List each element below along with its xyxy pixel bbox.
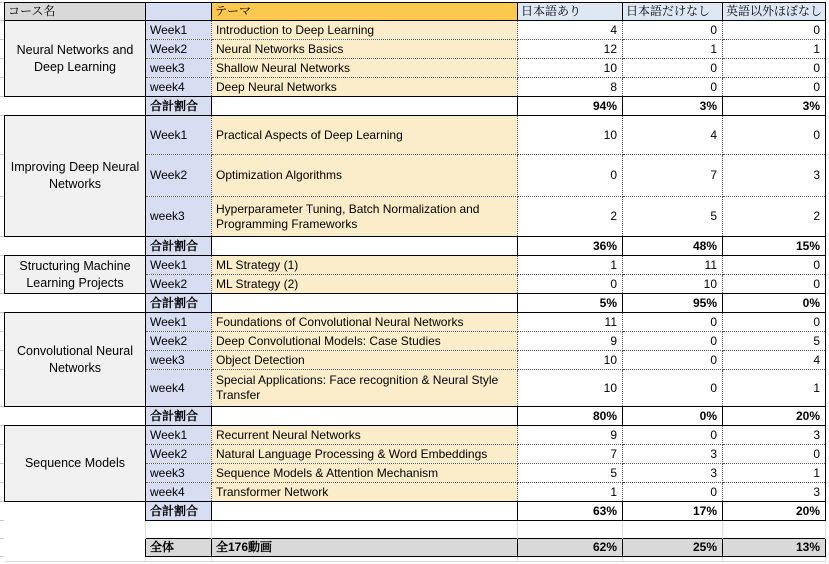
count-cell[interactable]: 0 (723, 275, 826, 294)
total-spacer-cell[interactable] (5, 97, 146, 116)
count-cell[interactable]: 1 (518, 483, 623, 502)
total-percent-cell[interactable]: 5% (518, 294, 623, 313)
week-cell[interactable]: Week2 (146, 155, 212, 197)
week-cell[interactable]: Week2 (146, 332, 212, 351)
theme-cell[interactable]: Natural Language Processing & Word Embeddings (212, 445, 518, 464)
count-cell[interactable]: 0 (623, 313, 723, 332)
total-percent-cell[interactable]: 63% (518, 502, 623, 521)
count-cell[interactable]: 10 (623, 275, 723, 294)
overall-videos-cell[interactable]: 全176動画 (212, 539, 518, 557)
count-cell[interactable]: 4 (623, 116, 723, 155)
theme-cell[interactable]: Special Applications: Face recognition & Neural Style Transfer (212, 370, 518, 407)
total-row (5, 237, 826, 256)
count-cell[interactable]: 0 (723, 78, 826, 97)
week-cell[interactable]: week3 (146, 197, 212, 237)
count-cell[interactable]: 2 (518, 197, 623, 237)
theme-cell[interactable]: Optimization Algorithms (212, 155, 518, 197)
total-row (5, 407, 826, 426)
count-cell[interactable]: 0 (623, 59, 723, 78)
count-cell[interactable]: 5 (518, 464, 623, 483)
count-cell[interactable]: 3 (623, 464, 723, 483)
course-name-cell[interactable]: Improving Deep Neural Networks (5, 116, 146, 237)
count-cell[interactable]: 7 (518, 445, 623, 464)
overall-percent-cell[interactable]: 25% (623, 539, 723, 557)
header-row (5, 3, 826, 21)
theme-cell[interactable]: Neural Networks Basics (212, 40, 518, 59)
table-row (5, 313, 826, 332)
count-cell[interactable]: 3 (623, 445, 723, 464)
count-cell[interactable]: 0 (723, 21, 826, 40)
table-row (5, 426, 826, 445)
count-cell[interactable]: 9 (518, 426, 623, 445)
week-cell[interactable]: Week2 (146, 445, 212, 464)
total-label-cell[interactable]: 合計割合 (146, 294, 212, 313)
week-cell[interactable]: Week2 (146, 275, 212, 294)
theme-cell[interactable]: Practical Aspects of Deep Learning (212, 116, 518, 155)
count-cell[interactable]: 0 (723, 445, 826, 464)
total-percent-cell[interactable]: 20% (723, 502, 826, 521)
grid-spacer-row (5, 557, 826, 562)
grid-spacer-cell[interactable] (146, 557, 212, 562)
grid-spacer-cell[interactable] (146, 521, 212, 539)
header-course-name[interactable]: コース名 (5, 3, 146, 21)
theme-cell[interactable]: Hyperparameter Tuning, Batch Normalization and Programming Frameworks (212, 197, 518, 237)
count-cell[interactable]: 10 (518, 59, 623, 78)
total-empty-cell[interactable] (212, 502, 518, 521)
theme-cell[interactable]: Deep Neural Networks (212, 78, 518, 97)
count-cell[interactable]: 0 (723, 116, 826, 155)
total-row (5, 502, 826, 521)
week-cell[interactable]: week4 (146, 78, 212, 97)
count-cell[interactable]: 11 (518, 313, 623, 332)
count-cell[interactable]: 5 (723, 332, 826, 351)
total-spacer-cell[interactable] (5, 407, 146, 426)
count-cell[interactable]: 3 (723, 426, 826, 445)
table-header (5, 3, 826, 21)
grid-spacer-cell[interactable] (5, 557, 146, 562)
course-name-cell[interactable]: Sequence Models (5, 426, 146, 502)
count-cell[interactable]: 0 (723, 313, 826, 332)
theme-cell[interactable]: ML Strategy (1) (212, 256, 518, 275)
count-cell[interactable]: 3 (723, 483, 826, 502)
count-cell[interactable]: 4 (518, 21, 623, 40)
count-cell[interactable]: 0 (623, 78, 723, 97)
week-cell[interactable]: Week1 (146, 21, 212, 40)
overall-percent-cell[interactable]: 13% (723, 539, 826, 557)
overall-spacer-cell[interactable] (5, 539, 146, 557)
total-label-cell[interactable]: 合計割合 (146, 97, 212, 116)
total-percent-cell[interactable]: 95% (623, 294, 723, 313)
total-percent-cell[interactable]: 3% (723, 97, 826, 116)
week-cell[interactable]: Week2 (146, 40, 212, 59)
grid-spacer-cell[interactable] (723, 521, 826, 539)
theme-cell[interactable]: Sequence Models & Attention Mechanism (212, 464, 518, 483)
total-label-cell[interactable]: 合計割合 (146, 237, 212, 256)
total-empty-cell[interactable] (212, 97, 518, 116)
count-cell[interactable]: 9 (518, 332, 623, 351)
header-non-en-mostly-missing[interactable]: 英語以外ほぼなし (723, 3, 826, 21)
count-cell[interactable]: 8 (518, 78, 623, 97)
table-row (5, 21, 826, 40)
count-cell[interactable]: 0 (518, 275, 623, 294)
grid-spacer-cell[interactable] (212, 521, 518, 539)
count-cell[interactable]: 2 (723, 197, 826, 237)
total-percent-cell[interactable]: 94% (518, 97, 623, 116)
count-cell[interactable]: 3 (723, 155, 826, 197)
table-row (5, 256, 826, 275)
count-cell[interactable]: 10 (518, 351, 623, 370)
header-theme[interactable]: テーマ (212, 3, 518, 21)
week-cell[interactable]: Week1 (146, 426, 212, 445)
count-cell[interactable]: 1 (518, 256, 623, 275)
total-empty-cell[interactable] (212, 294, 518, 313)
total-percent-cell[interactable]: 0% (623, 407, 723, 426)
count-cell[interactable]: 1 (723, 464, 826, 483)
header-week[interactable] (146, 3, 212, 21)
count-cell[interactable]: 0 (623, 370, 723, 407)
theme-cell[interactable]: Shallow Neural Networks (212, 59, 518, 78)
theme-cell[interactable]: Transformer Network (212, 483, 518, 502)
grid-spacer-cell[interactable] (5, 521, 146, 539)
count-cell[interactable]: 0 (623, 483, 723, 502)
header-jp-available[interactable]: 日本語あり (518, 3, 623, 21)
table-row (5, 116, 826, 155)
theme-cell[interactable]: Recurrent Neural Networks (212, 426, 518, 445)
week-cell[interactable]: Week1 (146, 313, 212, 332)
count-cell[interactable]: 10 (518, 116, 623, 155)
total-percent-cell[interactable]: 48% (623, 237, 723, 256)
course-name-cell[interactable]: Convolutional Neural Networks (5, 313, 146, 407)
count-cell[interactable]: 0 (518, 155, 623, 197)
theme-cell[interactable]: Foundations of Convolutional Neural Networks (212, 313, 518, 332)
grid-spacer-cell[interactable] (518, 557, 623, 562)
total-percent-cell[interactable]: 0% (723, 294, 826, 313)
week-cell[interactable]: week3 (146, 351, 212, 370)
week-cell[interactable]: week3 (146, 59, 212, 78)
header-jp-only-missing[interactable]: 日本語だけなし (623, 3, 723, 21)
week-cell[interactable]: week4 (146, 370, 212, 407)
grid-spacer-cell[interactable] (212, 557, 518, 562)
total-empty-cell[interactable] (212, 407, 518, 426)
total-percent-cell[interactable]: 17% (623, 502, 723, 521)
count-cell[interactable]: 0 (623, 351, 723, 370)
count-cell[interactable]: 0 (623, 21, 723, 40)
count-cell[interactable]: 0 (723, 256, 826, 275)
count-cell[interactable]: 4 (723, 351, 826, 370)
count-cell[interactable]: 0 (623, 426, 723, 445)
grid-spacer-row (5, 521, 826, 539)
count-cell[interactable]: 1 (723, 40, 826, 59)
count-cell[interactable]: 1 (723, 370, 826, 407)
count-cell[interactable]: 1 (623, 40, 723, 59)
count-cell[interactable]: 12 (518, 40, 623, 59)
count-cell[interactable]: 0 (723, 59, 826, 78)
course-name-cell[interactable]: Structuring Machine Learning Projects (5, 256, 146, 294)
count-cell[interactable]: 0 (623, 332, 723, 351)
overall-label-cell[interactable]: 全体 (146, 539, 212, 557)
total-empty-cell[interactable] (212, 237, 518, 256)
spreadsheet (4, 2, 826, 562)
total-percent-cell[interactable]: 36% (518, 237, 623, 256)
course-subtitle-table (4, 2, 826, 562)
week-cell[interactable]: Week1 (146, 256, 212, 275)
total-percent-cell[interactable]: 3% (623, 97, 723, 116)
total-label-cell[interactable]: 合計割合 (146, 502, 212, 521)
grid-spacer-cell[interactable] (518, 521, 623, 539)
total-label-cell[interactable]: 合計割合 (146, 407, 212, 426)
grid-spacer-cell[interactable] (623, 557, 723, 562)
week-cell[interactable]: week3 (146, 464, 212, 483)
overall-row (5, 539, 826, 557)
theme-cell[interactable]: Deep Convolutional Models: Case Studies (212, 332, 518, 351)
week-cell[interactable]: week4 (146, 483, 212, 502)
course-name-cell[interactable]: Neural Networks and Deep Learning (5, 21, 146, 97)
count-cell[interactable]: 11 (623, 256, 723, 275)
total-spacer-cell[interactable] (5, 502, 146, 521)
grid-spacer-cell[interactable] (623, 521, 723, 539)
count-cell[interactable]: 5 (623, 197, 723, 237)
total-row (5, 97, 826, 116)
grid-spacer-cell[interactable] (723, 557, 826, 562)
theme-cell[interactable]: Introduction to Deep Learning (212, 21, 518, 40)
overall-percent-cell[interactable]: 62% (518, 539, 623, 557)
total-row (5, 294, 826, 313)
theme-cell[interactable]: Object Detection (212, 351, 518, 370)
total-percent-cell[interactable]: 80% (518, 407, 623, 426)
total-spacer-cell[interactable] (5, 294, 146, 313)
total-spacer-cell[interactable] (5, 237, 146, 256)
table-body (5, 21, 826, 562)
count-cell[interactable]: 7 (623, 155, 723, 197)
theme-cell[interactable]: ML Strategy (2) (212, 275, 518, 294)
count-cell[interactable]: 10 (518, 370, 623, 407)
week-cell[interactable]: Week1 (146, 116, 212, 155)
total-percent-cell[interactable]: 15% (723, 237, 826, 256)
total-percent-cell[interactable]: 20% (723, 407, 826, 426)
